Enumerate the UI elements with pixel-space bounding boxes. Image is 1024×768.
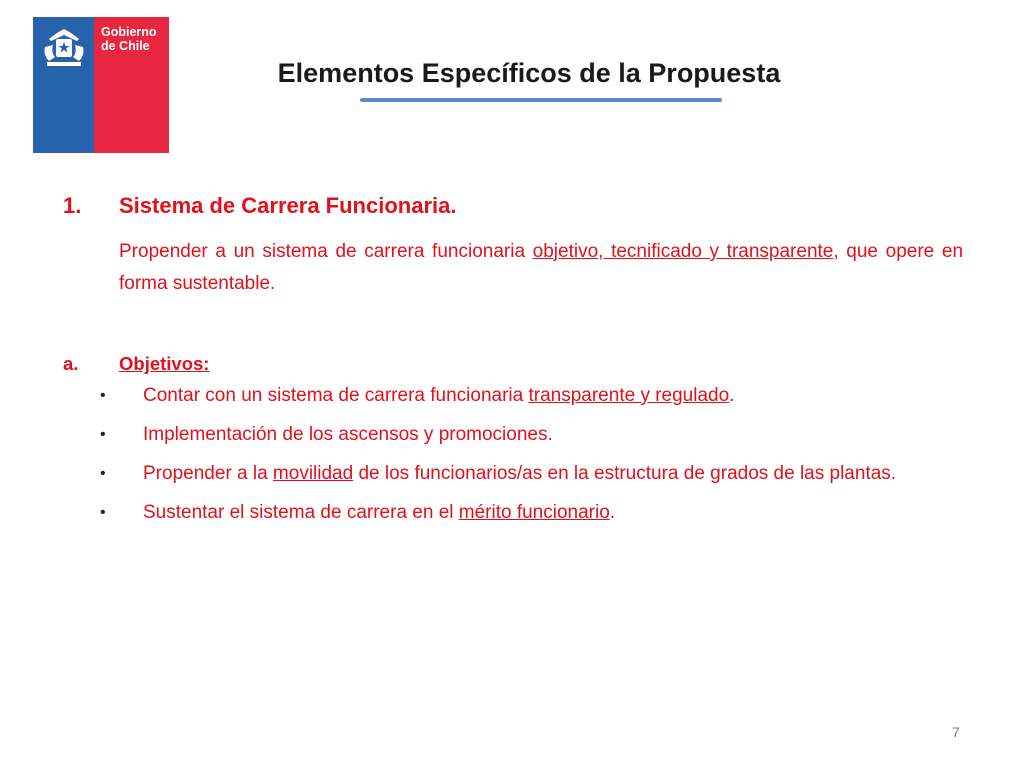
bullet-icon: • [100, 465, 106, 482]
item-underlined: transparente y regulado [528, 385, 730, 406]
logo-line1: Gobierno [101, 25, 157, 39]
section-a-letter: a. [63, 353, 79, 374]
item-underlined: mérito funcionario [458, 502, 610, 523]
item-prefix: Implementación de los ascensos y promociones. [143, 424, 553, 445]
section-a-title: Objetivos: [119, 353, 210, 374]
list-item [100, 458, 963, 489]
item-prefix: Contar con un sistema de carrera funcionaria [143, 385, 529, 406]
item-underlined: movilidad [272, 463, 354, 484]
item-suffix: de los funcionarios/as en la estructura de grados de las plantas. [353, 463, 897, 484]
section-1-title: Sistema de Carrera Funcionaria. [119, 193, 457, 218]
page-number: 7 [952, 724, 960, 740]
item-suffix: . [609, 502, 616, 523]
section-1-number: 1. [63, 193, 82, 218]
title-underline [360, 98, 722, 102]
paragraph-underlined: objetivo, tecnificado y transparente [532, 241, 834, 262]
paragraph-prefix: Propender a un sistema de carrera funcionaria [119, 241, 533, 262]
item-prefix: Propender a la [143, 463, 273, 484]
item-prefix: Sustentar el sistema de carrera en el [143, 502, 459, 523]
bullet-icon: • [100, 504, 106, 521]
objectives-list [100, 380, 963, 536]
item-suffix: . [729, 385, 735, 406]
bullet-icon: • [100, 387, 106, 404]
section-1-heading [63, 193, 456, 219]
section-1-paragraph [119, 236, 963, 300]
list-item [100, 419, 963, 450]
list-item [100, 380, 963, 411]
section-a-heading [63, 353, 209, 375]
slide-title: Elementos Específicos de la Propuesta [277, 58, 781, 88]
logo-text [101, 25, 157, 53]
bullet-icon: • [100, 426, 106, 443]
logo-line2: de Chile [101, 39, 150, 53]
paragraph-suffix: , que opere en forma sustentable. [119, 241, 964, 294]
list-item [100, 497, 963, 528]
